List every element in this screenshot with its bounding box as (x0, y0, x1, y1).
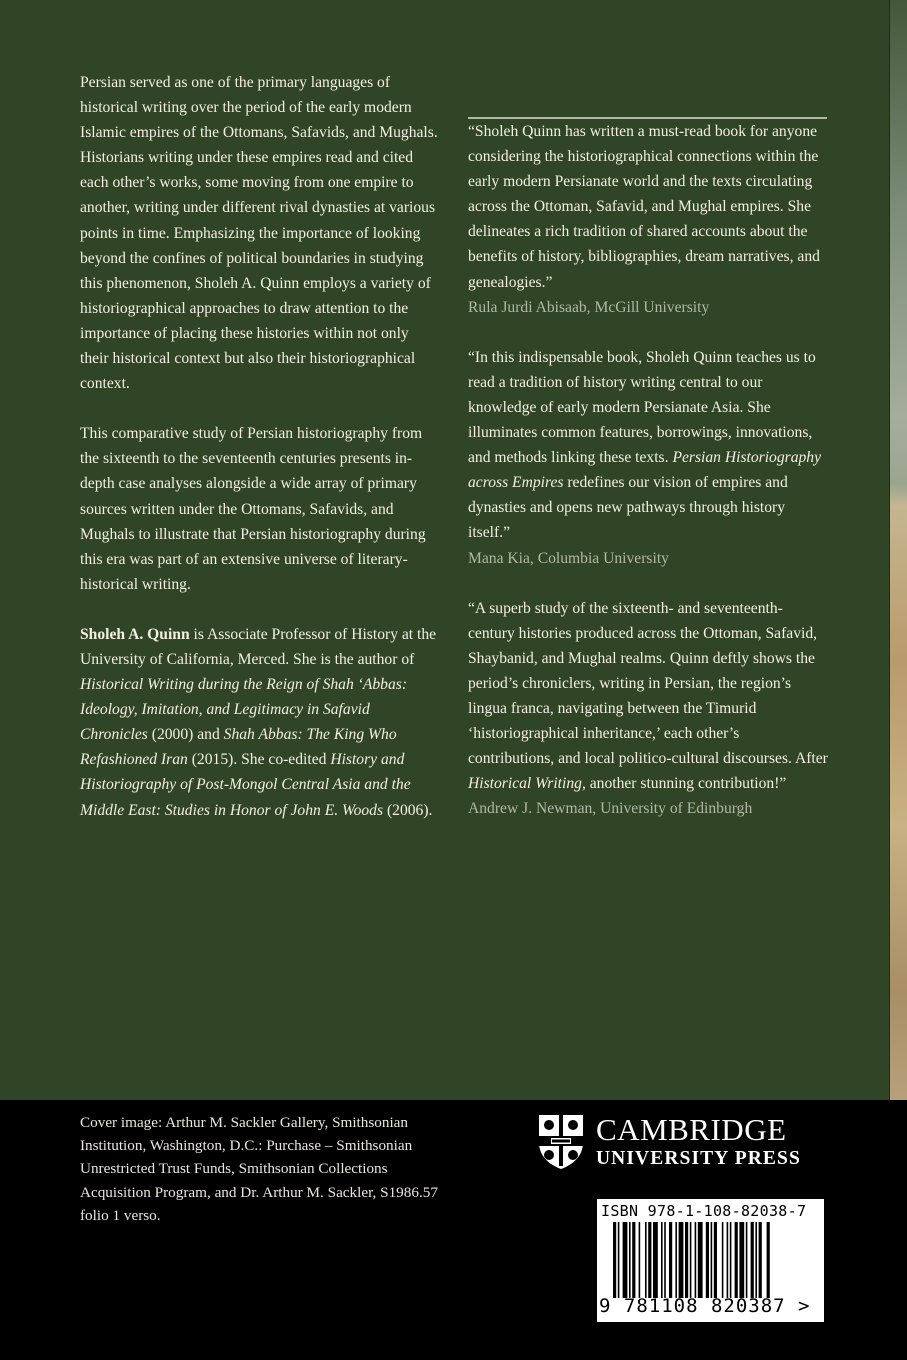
blurb-paragraph-1: Persian served as one of the primary languages of historical writing over the period of the early modern Islamic empires of the Ottomans, Safavids, and Mughals. Historians writing under these empires read and cited each other’s works, some moving from one empire to another, writing under different rival dynasties at various points in time. Emphasizing the importance of looking beyond the confines of political boundaries in studying this phenomenon, Sholeh A. Quinn employs a variety of historiographical approaches to draw attention to the importance of placing these histories within not only their historical context but also their historiographical context. (80, 74, 438, 393)
barcode-bar (698, 1222, 703, 1298)
cambridge-shield-icon (536, 1112, 586, 1170)
endorsement-attribution: Rula Jurdi Abisaab, McGill University (468, 298, 710, 316)
barcode-bar (669, 1222, 672, 1298)
barcode-bar (759, 1222, 762, 1298)
isbn-barcode (597, 1199, 824, 1322)
barcode-bar (714, 1222, 717, 1298)
blurb-paragraph-2: This comparative study of Persian historiography from the sixteenth to the seventeenth centuries presents in-depth case analyses alongside a wide array of primary sources written under the Ottomans, Safavids, and Mughals to illustrate that Persian historiography during this era was part of an extensive universe of literary-historical writing. (80, 425, 426, 593)
barcode-bar (685, 1222, 688, 1298)
book-title: Shah Abbas: The King Who Refashioned Iran (80, 726, 397, 769)
barcode-bar (739, 1222, 744, 1298)
barcode-bar (735, 1222, 738, 1298)
barcode-bar (679, 1222, 684, 1298)
bio-text: (2006). (383, 801, 433, 819)
publisher-subtitle: UNIVERSITY PRESS (596, 1148, 801, 1169)
endorsement-rule (468, 117, 827, 119)
author-bio (80, 622, 440, 823)
endorsement (468, 596, 828, 822)
book-title: Persian Historiography across Empires (468, 449, 822, 492)
book-title: Historical Writing (468, 775, 582, 793)
endorsements-column (468, 119, 828, 846)
endorsement-attribution: Mana Kia, Columbia University (468, 549, 669, 567)
barcode-bar (706, 1222, 709, 1298)
barcode-bar (629, 1222, 631, 1298)
barcode-bar (653, 1222, 658, 1298)
barcode-bar (648, 1222, 651, 1298)
spine-edge-line (889, 0, 890, 1100)
barcode-bar (746, 1222, 748, 1298)
book-title: Historical Writing during the Reign of Shah ‘Abbas: Ideology, Imitation, and Legitimacy in Safavid Chronicles (80, 676, 408, 744)
spine-artwork-edge (889, 0, 907, 1100)
bio-text: (2015). She co-edited (187, 751, 331, 769)
endorsement (468, 119, 828, 320)
book-title: History and Historiography of Post-Mongol Central Asia and the Middle East: Studies in Honor of John E. Woods (80, 751, 411, 819)
quote-text: , another stunning contribution!” (581, 775, 787, 793)
barcode-bar (690, 1222, 692, 1298)
barcode-bar (645, 1222, 647, 1298)
endorsement-text (468, 596, 828, 797)
barcode-bar (618, 1222, 620, 1298)
barcode-bar (639, 1222, 641, 1298)
barcode-bar (613, 1222, 616, 1298)
barcode-bar (722, 1222, 724, 1298)
barcode-bar (767, 1222, 770, 1298)
cover-credit: Cover image: Arthur M. Sackler Gallery, Smithsonian Institution, Washington, D.C.: Purchase – Smithsonian Unrestricted Trust Funds, Smithsonian Collections Acquisition Program, and Dr. Arthur M. Sackler, S1986.57 folio 1 verso. (80, 1114, 438, 1224)
bio-text: (2000) and (147, 726, 224, 744)
quote-text: redefines our vision of empires and dynasties and opens new pathways through history itself.” (468, 474, 788, 542)
endorsement (468, 345, 828, 571)
quote-text: “In this indispensable book, Sholeh Quinn teaches us to read a tradition of history writing central to our knowledge of early modern Persianate Asia. She illuminates common features, borrowings, innovations, and methods linking these texts. (468, 348, 816, 467)
publisher-logo (536, 1112, 836, 1174)
barcode-bar (711, 1222, 713, 1298)
barcode-bar (632, 1222, 635, 1298)
endorsement-text (468, 345, 828, 546)
isbn-label: ISBN 978-1-108-82038-7 (601, 1202, 807, 1220)
barcode-bar (727, 1222, 729, 1298)
publisher-name: CAMBRIDGE (596, 1112, 787, 1147)
barcode-bar (751, 1222, 754, 1298)
left-column (80, 70, 440, 848)
barcode-bar (623, 1222, 628, 1298)
barcode-bar (664, 1222, 666, 1298)
endorsement-attribution: Andrew J. Newman, University of Edinburgh (468, 800, 753, 818)
endorsement-text: “Sholeh Quinn has written a must-read book for anyone considering the historiographical connections within the early modern Persianate world and the texts circulating across the Ottoman, Safavid, and Mughal empires. She delineates a rich tradition of shared accounts about the benefits of history, bibliographies, dream narratives, and genealogies.” (468, 123, 820, 291)
barcode-digits: 9 781108 820387 > (599, 1295, 811, 1317)
barcode-bar (755, 1222, 757, 1298)
barcode-bar (675, 1222, 677, 1298)
barcode-bar (695, 1222, 697, 1298)
bio-text: is Associate Professor of History at the University of California, Merced. She is the author of (80, 625, 437, 668)
barcode-bars (597, 1222, 824, 1298)
barcode-bar (730, 1222, 732, 1298)
quote-text: “A superb study of the sixteenth- and seventeenth-century histories produced across the Ottoman, Safavid, Shaybanid, and Mughal realms. Quinn deftly shows the period’s chroniclers, writing in Persian, the region’s lingua franca, navigating between the Timurid ‘historiographical inheritance,’ each other’s contributions, and local politico-cultural discourses. After (468, 599, 828, 768)
author-name: Sholeh A. Quinn (80, 625, 190, 643)
barcode-bar (661, 1222, 663, 1298)
